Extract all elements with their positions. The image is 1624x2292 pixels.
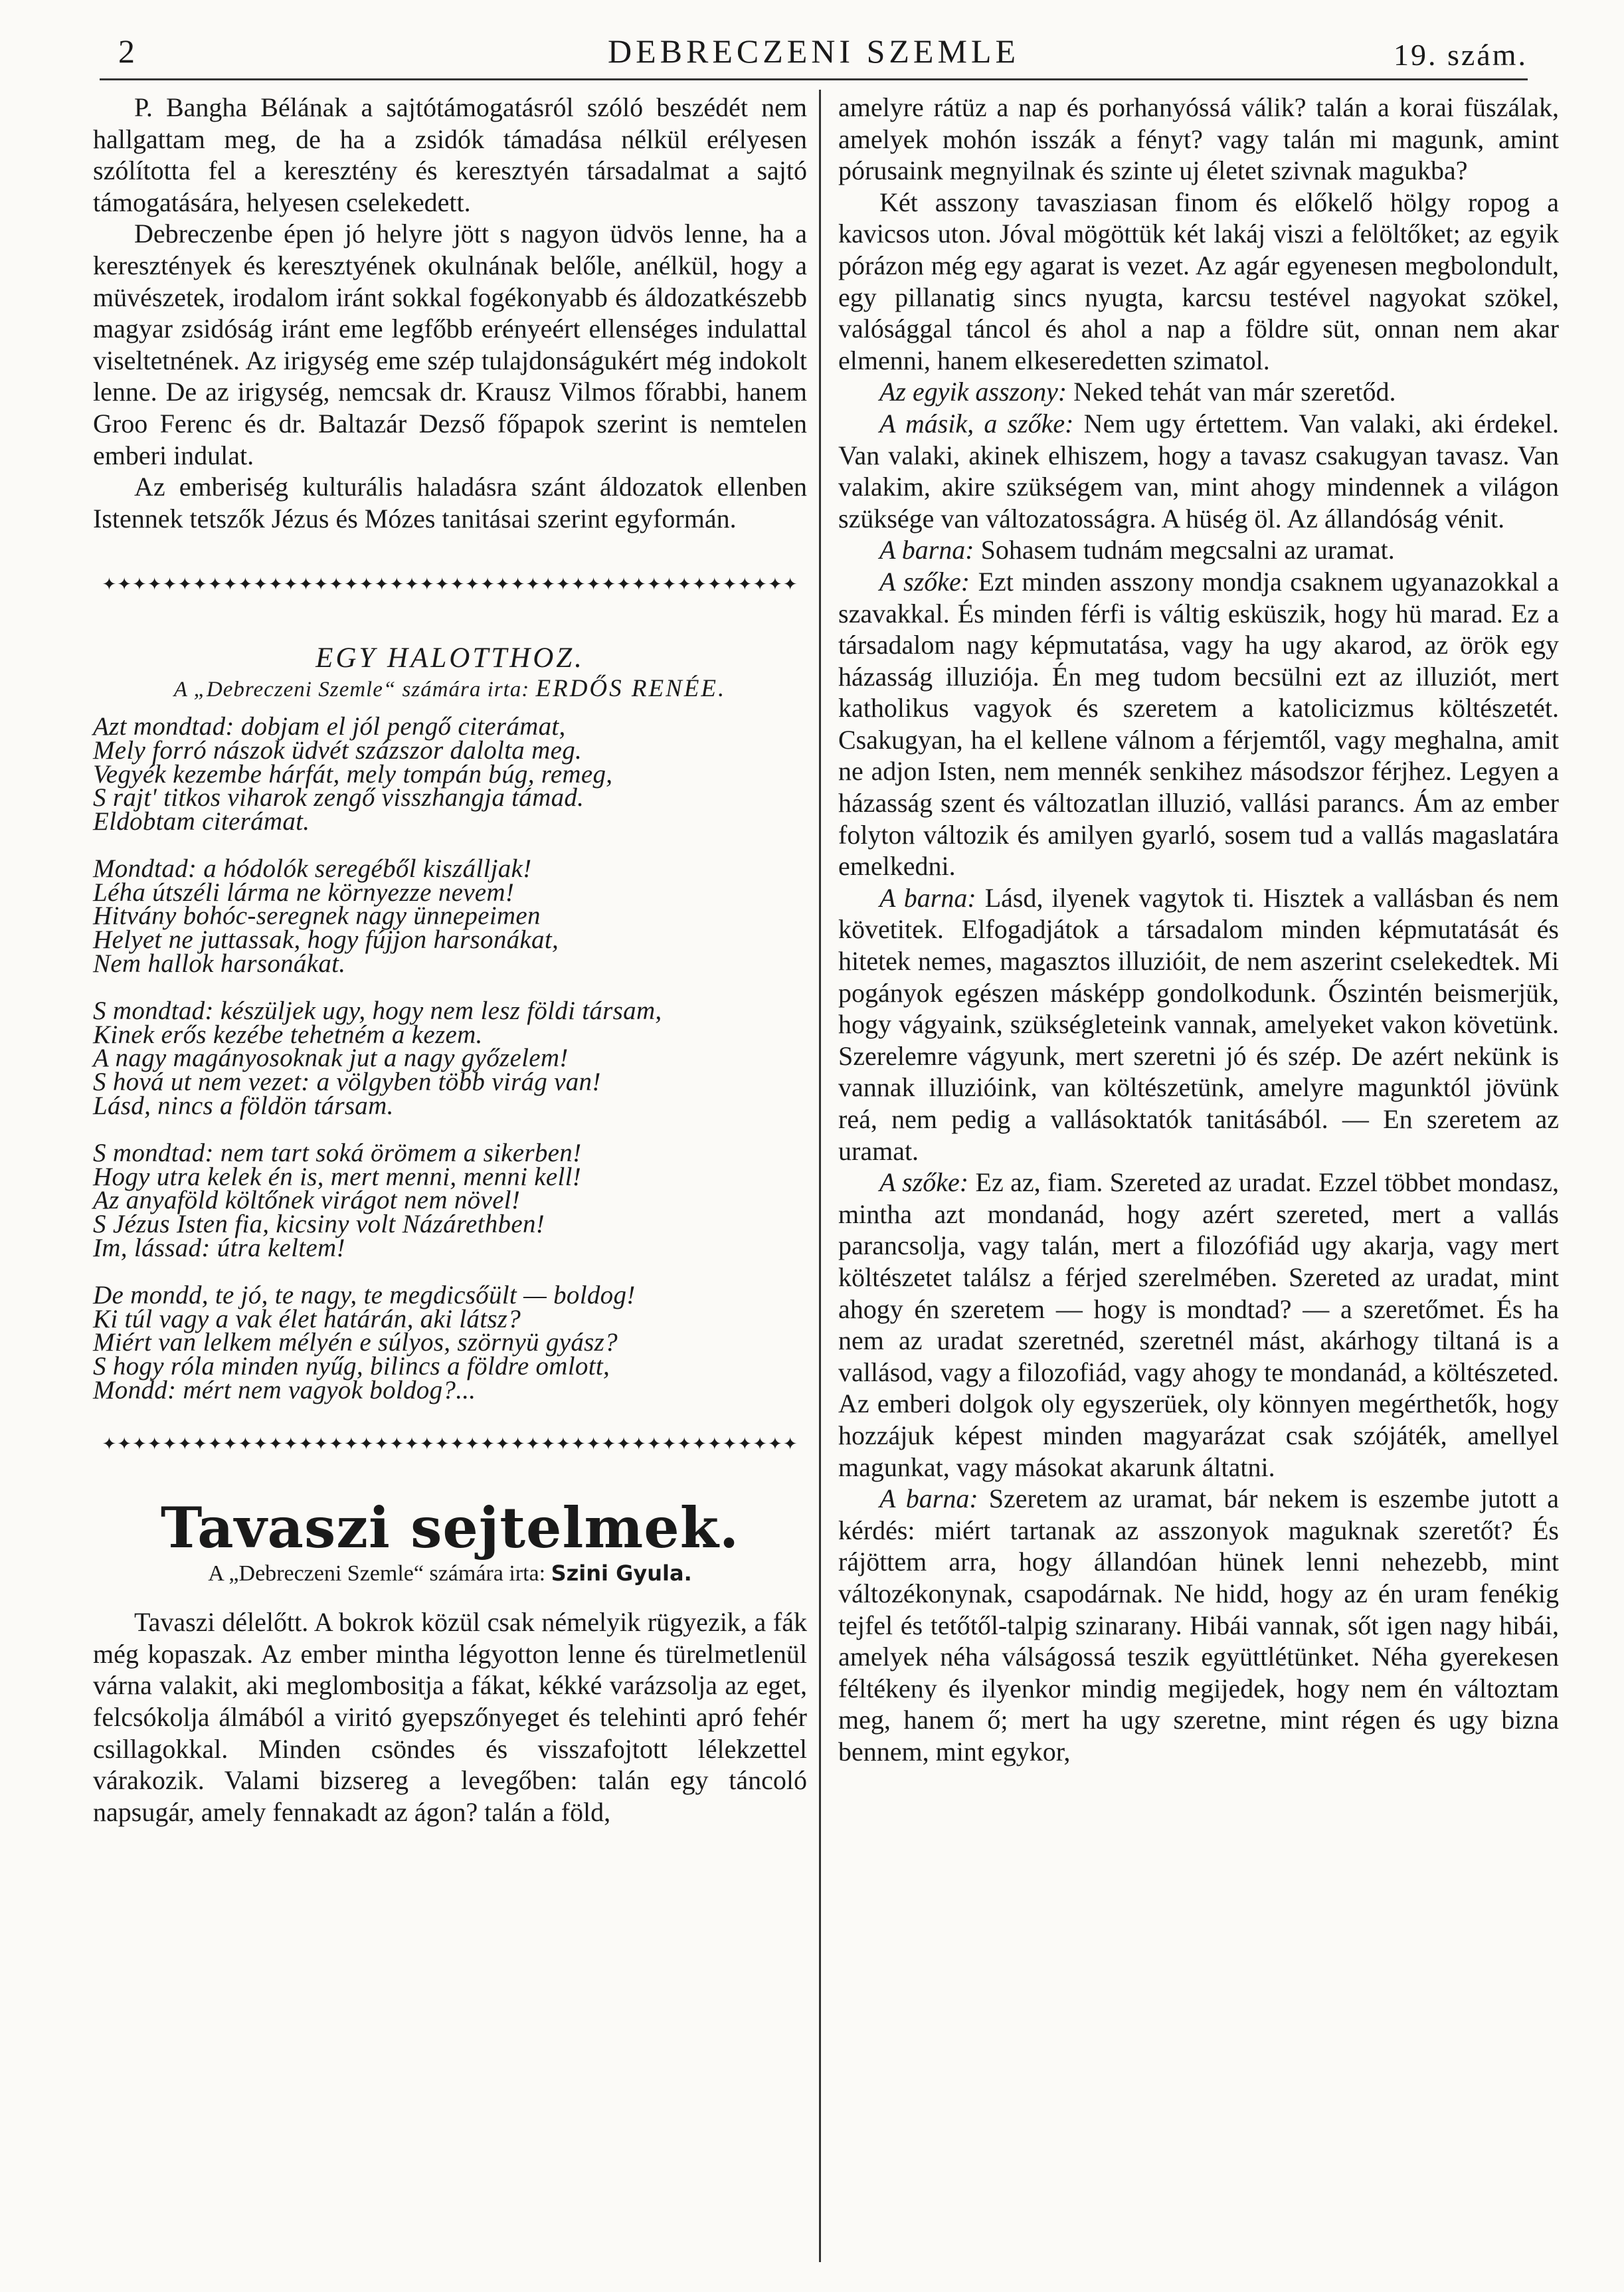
poem-line: Miért van lelkem mélyén e súlyos, szörnyü gyász?: [93, 1328, 618, 1357]
poem-line: Kinek erős kezébe tehetném a kezem.: [93, 1020, 483, 1049]
paragraph-text: Ez az, fiam. Szereted az uradat. Ezzel többet mondasz, mintha azt mondanád, hogy azért szereted, mert a vallás parancsolja, vagy talán, mert a filozófiád ugy akarja, vagy mert költészetet találsz a férjed szerelmében. Szereted az uradat, mint ahogy én szeretem — hogy is mondtad? — a szeretőmet. És ha nem az uradat szeretnéd, szeretnél mást, akárhogy tiltaná is a vallásod, vagy a filozofiád, vagy ahogy te mondanád, a költészeted. Az emberi dolgok oly egyszerüek, oly könnyen megérthetők, hogy hozzájuk képest minden magyarázat csak szójáték, amellyel magunkat, vagy másokat akarunk áltatni.: [838, 1167, 1559, 1482]
poem-line: De mondd, te jó, te nagy, te megdicsőült — boldog!: [93, 1281, 636, 1310]
speaker-label: A másik, a szőke:: [879, 408, 1074, 438]
left-column: [93, 92, 807, 1828]
paragraph-text: Ezt minden asszony mondja csaknem ugyanazokkal a szavakkal. És minden férfi is váltig esküszik, hogy hü marad. Ez a társadalom nagy képmutatása, vagy ha ugy akarod, az örök egy házasság illuziója. Én meg tudom becsülni ezt az illuziót, mert katholikus vagyok és szeretem a katolicizmus költészetét. Csakugyan, ha el kellene válnom a férjemtől, vagy meghalna, amit ne adjon Isten, nem mennék senkihez másodszor férjhez. Legyen a házasság szent és változatlan illuzió, vallási parancs. Ám az ember folyton változik és amilyen gyarló, sosem tud a vallás magaslatára emelkedni.: [838, 566, 1559, 882]
speaker-label: A barna:: [879, 1483, 978, 1514]
poem-line: Helyet ne juttassak, hogy fújjon harsonákat,: [93, 925, 559, 955]
poem-line: Léha útszéli lárma ne környezze nevem!: [93, 878, 515, 907]
header-rule: [100, 78, 1528, 80]
speaker-label: A szőke:: [879, 566, 970, 597]
masthead-title: DEBRECZENI SZEMLE: [607, 33, 1020, 70]
dialogue-paragraph: [838, 408, 1559, 534]
poem-line: Ki túl vagy a vak élet határán, aki látsz?: [93, 1304, 521, 1333]
poem-line: Lásd, nincs a földön társam.: [93, 1091, 394, 1120]
poem-stanza: [93, 854, 807, 978]
poem-line: S hogy róla minden nyűg, bilincs a földre omlott,: [93, 1351, 610, 1381]
dialogue-paragraph: [838, 534, 1559, 566]
dialogue-paragraph: [838, 376, 1559, 408]
speaker-label: Az egyik asszony:: [879, 377, 1067, 407]
ornamental-separator: ✦✦✦✦✦✦✦✦✦✦✦✦✦✦✦✦✦✦✦✦✦✦✦✦✦✦✦✦✦✦✦✦✦✦✦✦✦✦✦✦✦✦✦✦✦✦: [102, 575, 798, 595]
poem-line: Azt mondtad: dobjam el jól pengő citerámat,: [93, 712, 566, 741]
article-paragraph: Debreczenbe épen jó helyre jött s nagyon üdvös lenne, ha a keresztények és keresztyének okulnának belőle, anélkül, hogy a müvészetek, irodalom iránt sokkal fogékonyabb és áldozatkészebb magyar zsidóság iránt eme legfőbb erényeért ellenséges indulattal viseltetnének. Az irigység eme szép tulajdonságukért még indokolt lenne. De az irigység, nemcsak dr. Krausz Vilmos főrabbi, hanem Groo Ferenc és dr. Baltazár Dezső főpapok szerint is nemtelen emberi indulat.: [93, 219, 807, 470]
poem-line: Mondtad: a hódolók seregéből kiszálljak!: [93, 854, 532, 884]
poem-line: S mondtad: készüljek ugy, hogy nem lesz földi társam,: [93, 997, 662, 1026]
poem-line: Hogy utra kelek én is, mert menni, menni kell!: [93, 1162, 582, 1191]
column-divider: [819, 90, 821, 2262]
poem-stanza: [93, 1281, 807, 1404]
article-paragraph: Az emberiség kulturális haladásra szánt áldozatok ellenben Istennek tetszők Jézus és Mózes tanitásai szerint egyformán.: [93, 472, 807, 533]
poem-title: EGY HALOTTHOZ.: [316, 642, 585, 674]
paragraph-text: Nem ugy értettem. Van valaki, aki érdekel. Van valaki, akinek elhiszem, hogy a tavasz csakugyan tavasz. Van valakim, akire szükségem van, mint ahogy mindennek a világon szüksége van változatosságra. A hüség öl. Az állandóság vénit.: [838, 408, 1560, 533]
article-paragraph: P. Bangha Bélának a sajtótámogatásról szóló beszédét nem hallgattam meg, de ha a zsidók támadása nélkül erélyesen szólította fel a keresztény és keresztyén társadalmat a sajtó támogatására, helyesen cselekedett.: [93, 92, 807, 217]
dialogue-paragraph: [838, 1167, 1559, 1483]
paragraph-text: Neked tehát van már szeretőd.: [1073, 377, 1396, 407]
paragraph-text: Szeretem az uramat, bár nekem is eszembe jutott a kérdés: miért tartanak az asszonyok maguknak szeretőt? És rájöttem arra, hogy állandóan hünek lenni nehezebb, mint változékonynak, csapodárnak. Ne hidd, hogy az én uram fenékig tejfel és tetőtől-talpig szinarany. Hibái vannak, sőt igen nagy hibái, amelyek néha válságossá teszik együttlétünket. Néha gyerekesen féltékeny és ilyenkor mindig megijedek, hogy nem én változtam meg, hanem ő; mert ha ugy szeretne, mint régen és ugy bizna bennem, mint egykor,: [838, 1483, 1559, 1767]
paragraph-text: amelyre rátüz a nap és porhanyóssá válik? talán a korai füszálak, amelyek mohón isszák a fényt? vagy talán mi magunk, amint pórusaink megnyilnak és szinte uj életet szivnak magukba?: [838, 92, 1559, 186]
poem-stanza: [93, 712, 807, 836]
issue-number: 19. szám.: [1393, 38, 1528, 72]
poem-line: S mondtad: nem tart soká örömem a sikerben!: [93, 1139, 582, 1168]
poem-line: Hitvány bohóc-seregnek nagy ünnepeimen: [93, 902, 541, 931]
poem-line: Im, lássad: útra keltem!: [93, 1233, 345, 1262]
poem-stanza: [93, 1141, 807, 1260]
paragraph-text: Lásd, ilyenek vagytok ti. Hisztek a vallásban és nem követitek. Elfogadjátok a társadalom minden képmutatását és hitetek nemes, magasztos illuzióit, de nem aszerint cselekedtek. Mi pogányok egészen másképp gondolkodunk. Őszintén beismerjük, hogy vágyaink, szükségleteink vannak, amelyeket vakon követünk. Szerelemre vágyunk, mert szeretni jó és szép. De azért nekünk is vannak illuzióink, van költészetünk, amelyre magunktól jövünk reá, nem pedig a vallásoktatók tanitásából. — En szeretem az uramat.: [838, 882, 1559, 1166]
speaker-label: A barna:: [879, 882, 976, 913]
poem-line: Nem hallok harsonákat.: [93, 949, 346, 978]
poem-byline: [93, 674, 807, 703]
section-byline: [93, 1561, 807, 1586]
article-paragraph: [838, 92, 1559, 187]
poem-line: Az anyaföld költőnek virágot nem növel!: [93, 1186, 521, 1215]
poem-line: Mondd: mért nem vagyok boldog?...: [93, 1375, 476, 1404]
poem-line: Eldobtam citerámat.: [93, 807, 310, 836]
poem-byline-prefix: A „Debreczeni Szemle“ számára irta:: [173, 678, 530, 702]
dialogue-paragraph: [838, 566, 1559, 882]
section-byline-prefix: A „Debreczeni Szemle“ számára irta:: [208, 1561, 546, 1586]
dialogue-paragraph: [838, 882, 1559, 1167]
poem-line: A nagy magányosoknak jut a nagy győzelem!: [93, 1044, 569, 1073]
speaker-label: A szőke:: [879, 1167, 969, 1198]
poem-author: ERDŐS RENÉE.: [535, 675, 727, 703]
right-column: [838, 92, 1559, 1767]
section-title: Tavaszi sejtelmek.: [160, 1495, 740, 1561]
page-number: 2: [118, 33, 135, 70]
poem-stanza: [93, 997, 807, 1120]
speaker-label: A barna:: [879, 535, 974, 565]
ornamental-separator: ✦✦✦✦✦✦✦✦✦✦✦✦✦✦✦✦✦✦✦✦✦✦✦✦✦✦✦✦✦✦✦✦✦✦✦✦✦✦✦✦✦✦✦✦✦✦: [102, 1434, 798, 1454]
poem-line: S Jézus Isten fia, kicsiny volt Názárethben!: [93, 1210, 545, 1238]
paragraph-text: Két asszony tavasziasan finom és előkelő hölgy ropog a kavicsos uton. Jóval mögöttük két lakáj viszi a felöltőket; az egyik pórázon még egy agarat is vezet. Az agár egyenesen megbolondult, egy pillanatig sincs nyugta, karcsu testével nagyokat szökel, valósággal táncol és ahol a nap a földre süt, onnan nem akar elmenni, hanem elkeseredetten szimatol.: [838, 187, 1559, 375]
paragraph-text: Sohasem tudnám megcsalni az uramat.: [980, 535, 1395, 565]
poem-line: Mely forró nászok üdvét százszor dalolta meg.: [93, 735, 583, 765]
article-paragraph: Tavaszi délelőtt. A bokrok közül csak némelyik rügyezik, a fák még kopaszak. Az ember mintha légyotton lenne és türelmetlenül várna valakit, aki meglombositja a fákat, kékké varázsolja az eget, felcsókolja álmából a viritó gyepszőnyeget és telehinti apró fehér csillagokkal. Minden csöndes és visszafojtott lélekzettel várakozik. Valami bizsereg a levegőben: talán egy táncoló napsugár, amely fennakadt az ágon? talán a föld,: [93, 1607, 807, 1827]
article-paragraph: [838, 187, 1559, 377]
poem-line: S rajt' titkos viharok zengő visszhangja támad.: [93, 783, 585, 812]
section-author: Szini Gyula.: [551, 1561, 692, 1586]
poem-line: S hová ut nem vezet: a völgyben több virág van!: [93, 1068, 601, 1097]
poem-line: Vegyék kezembe hárfát, mely tompán búg, remeg,: [93, 759, 613, 789]
dialogue-paragraph: [838, 1483, 1559, 1767]
page-header: [100, 27, 1528, 78]
